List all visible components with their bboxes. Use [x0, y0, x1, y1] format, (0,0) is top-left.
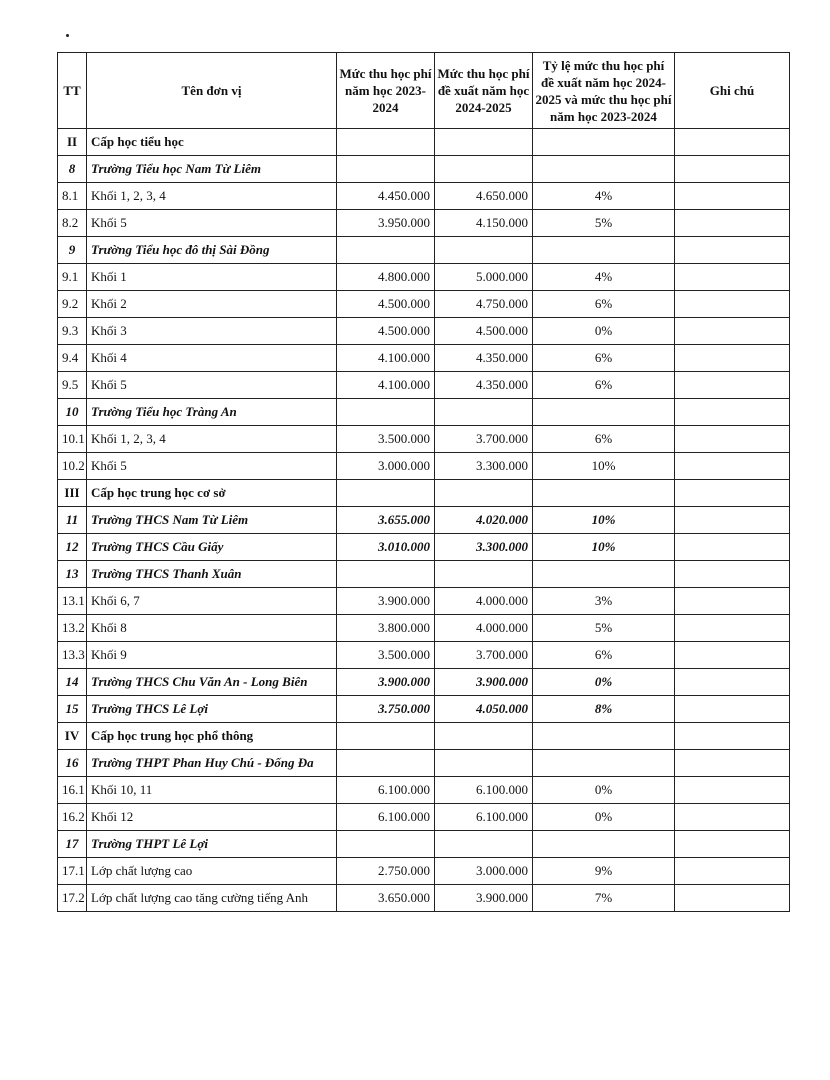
table-row	[58, 156, 790, 183]
row-ratio: 4%	[533, 264, 675, 291]
row-ratio: 10%	[533, 507, 675, 534]
row-tt: 12	[58, 534, 87, 561]
row-fee-proposed: 3.700.000	[435, 642, 533, 669]
row-fee-current	[337, 750, 435, 777]
table-row	[58, 588, 790, 615]
row-tt: 8.1	[58, 183, 87, 210]
row-tt: 16.1	[58, 777, 87, 804]
row-ratio: 3%	[533, 588, 675, 615]
row-ratio	[533, 561, 675, 588]
header-fee-proposed: Mức thu học phí đề xuất năm học 2024-2025	[435, 53, 533, 129]
row-ratio: 6%	[533, 426, 675, 453]
row-fee-proposed: 4.500.000	[435, 318, 533, 345]
row-ratio: 6%	[533, 372, 675, 399]
row-fee-proposed: 4.020.000	[435, 507, 533, 534]
row-note	[675, 642, 790, 669]
row-unit-name: Khối 1, 2, 3, 4	[87, 426, 337, 453]
row-fee-proposed: 3.900.000	[435, 885, 533, 912]
row-unit-name: Trường THCS Chu Văn An - Long Biên	[87, 669, 337, 696]
row-tt: 8.2	[58, 210, 87, 237]
row-fee-current: 3.650.000	[337, 885, 435, 912]
row-tt: 16.2	[58, 804, 87, 831]
table-row	[58, 723, 790, 750]
row-tt: 9.5	[58, 372, 87, 399]
row-note	[675, 561, 790, 588]
row-unit-name: Cấp học tiểu học	[87, 129, 337, 156]
row-ratio: 6%	[533, 291, 675, 318]
row-unit-name: Trường Tiểu học đô thị Sài Đồng	[87, 237, 337, 264]
row-fee-proposed	[435, 399, 533, 426]
row-tt: 13.3	[58, 642, 87, 669]
row-tt: 10.1	[58, 426, 87, 453]
row-unit-name: Trường THCS Thanh Xuân	[87, 561, 337, 588]
scan-mark	[66, 34, 69, 37]
row-unit-name: Khối 6, 7	[87, 588, 337, 615]
row-ratio	[533, 156, 675, 183]
row-tt: 13.2	[58, 615, 87, 642]
row-fee-current: 2.750.000	[337, 858, 435, 885]
row-note	[675, 264, 790, 291]
row-ratio	[533, 831, 675, 858]
row-fee-current: 3.500.000	[337, 642, 435, 669]
row-fee-current: 3.900.000	[337, 588, 435, 615]
row-fee-proposed	[435, 129, 533, 156]
row-unit-name: Lớp chất lượng cao tăng cường tiếng Anh	[87, 885, 337, 912]
row-ratio	[533, 750, 675, 777]
row-note	[675, 750, 790, 777]
table-row	[58, 318, 790, 345]
row-tt: 9.2	[58, 291, 87, 318]
table-row	[58, 777, 790, 804]
row-tt: 17.2	[58, 885, 87, 912]
row-unit-name: Trường THCS Lê Lợi	[87, 696, 337, 723]
row-note	[675, 696, 790, 723]
row-tt: 9.3	[58, 318, 87, 345]
row-note	[675, 804, 790, 831]
row-tt: 11	[58, 507, 87, 534]
row-note	[675, 156, 790, 183]
row-fee-current	[337, 831, 435, 858]
row-fee-proposed: 4.000.000	[435, 615, 533, 642]
row-unit-name: Trường THPT Lê Lợi	[87, 831, 337, 858]
row-fee-proposed: 6.100.000	[435, 777, 533, 804]
row-unit-name: Khối 2	[87, 291, 337, 318]
table-row	[58, 750, 790, 777]
row-tt: 14	[58, 669, 87, 696]
row-unit-name: Lớp chất lượng cao	[87, 858, 337, 885]
row-unit-name: Khối 1, 2, 3, 4	[87, 183, 337, 210]
row-ratio: 0%	[533, 804, 675, 831]
row-unit-name: Khối 3	[87, 318, 337, 345]
row-fee-current	[337, 480, 435, 507]
row-ratio: 0%	[533, 777, 675, 804]
row-fee-current	[337, 237, 435, 264]
row-tt: 17.1	[58, 858, 87, 885]
row-fee-proposed	[435, 156, 533, 183]
row-ratio: 6%	[533, 345, 675, 372]
row-fee-current	[337, 129, 435, 156]
row-ratio: 4%	[533, 183, 675, 210]
row-unit-name: Khối 8	[87, 615, 337, 642]
row-fee-current: 3.950.000	[337, 210, 435, 237]
row-fee-proposed: 3.900.000	[435, 669, 533, 696]
row-tt: II	[58, 129, 87, 156]
table-row	[58, 237, 790, 264]
row-note	[675, 831, 790, 858]
row-ratio: 10%	[533, 453, 675, 480]
row-unit-name: Khối 10, 11	[87, 777, 337, 804]
row-note	[675, 858, 790, 885]
row-tt: 10.2	[58, 453, 87, 480]
row-fee-current: 6.100.000	[337, 804, 435, 831]
table-row	[58, 507, 790, 534]
row-ratio	[533, 129, 675, 156]
row-ratio: 10%	[533, 534, 675, 561]
row-fee-proposed	[435, 723, 533, 750]
header-fee-current: Mức thu học phí năm học 2023-2024	[337, 53, 435, 129]
table-row	[58, 480, 790, 507]
row-unit-name: Khối 5	[87, 453, 337, 480]
row-tt: 8	[58, 156, 87, 183]
row-fee-proposed: 4.050.000	[435, 696, 533, 723]
row-fee-current	[337, 399, 435, 426]
row-fee-current	[337, 561, 435, 588]
row-ratio	[533, 237, 675, 264]
row-unit-name: Trường THCS Cầu Giấy	[87, 534, 337, 561]
row-note	[675, 534, 790, 561]
row-ratio: 6%	[533, 642, 675, 669]
header-unit-name: Tên đơn vị	[87, 53, 337, 129]
row-tt: 13.1	[58, 588, 87, 615]
table-row	[58, 669, 790, 696]
table-row	[58, 345, 790, 372]
table-row	[58, 453, 790, 480]
row-unit-name: Khối 12	[87, 804, 337, 831]
row-ratio: 0%	[533, 669, 675, 696]
header-ratio: Tỷ lệ mức thu học phí đề xuất năm học 2024-2025 và mức thu học phí năm học 2023-2024	[533, 53, 675, 129]
row-unit-name: Khối 1	[87, 264, 337, 291]
row-note	[675, 615, 790, 642]
row-fee-proposed: 3.300.000	[435, 453, 533, 480]
row-ratio: 7%	[533, 885, 675, 912]
row-note	[675, 669, 790, 696]
row-note	[675, 210, 790, 237]
row-tt: 15	[58, 696, 87, 723]
row-fee-proposed: 3.700.000	[435, 426, 533, 453]
table-row	[58, 858, 790, 885]
table-header-row	[58, 53, 790, 129]
table-row	[58, 885, 790, 912]
table-row	[58, 426, 790, 453]
table-row	[58, 615, 790, 642]
row-fee-proposed	[435, 750, 533, 777]
row-ratio: 9%	[533, 858, 675, 885]
row-unit-name: Khối 4	[87, 345, 337, 372]
row-fee-current: 6.100.000	[337, 777, 435, 804]
table-row	[58, 129, 790, 156]
table-row	[58, 831, 790, 858]
row-note	[675, 318, 790, 345]
table-row	[58, 291, 790, 318]
row-ratio: 0%	[533, 318, 675, 345]
row-fee-proposed: 3.000.000	[435, 858, 533, 885]
table-row	[58, 642, 790, 669]
row-fee-current: 4.100.000	[337, 345, 435, 372]
table-row	[58, 804, 790, 831]
row-fee-current: 4.800.000	[337, 264, 435, 291]
row-tt: 9.4	[58, 345, 87, 372]
row-fee-proposed: 6.100.000	[435, 804, 533, 831]
row-fee-proposed	[435, 561, 533, 588]
row-note	[675, 237, 790, 264]
row-fee-proposed: 4.350.000	[435, 372, 533, 399]
row-ratio	[533, 723, 675, 750]
table-row	[58, 696, 790, 723]
row-note	[675, 453, 790, 480]
table-row	[58, 534, 790, 561]
row-note	[675, 399, 790, 426]
row-note	[675, 588, 790, 615]
row-note	[675, 345, 790, 372]
row-fee-proposed: 5.000.000	[435, 264, 533, 291]
row-fee-current	[337, 723, 435, 750]
row-unit-name: Khối 5	[87, 372, 337, 399]
row-unit-name: Khối 5	[87, 210, 337, 237]
row-fee-current: 3.000.000	[337, 453, 435, 480]
table-row	[58, 210, 790, 237]
row-note	[675, 291, 790, 318]
table-row	[58, 264, 790, 291]
row-note	[675, 885, 790, 912]
row-fee-proposed: 4.000.000	[435, 588, 533, 615]
row-fee-current	[337, 156, 435, 183]
row-fee-current: 3.750.000	[337, 696, 435, 723]
row-note	[675, 183, 790, 210]
row-fee-current: 3.655.000	[337, 507, 435, 534]
row-ratio: 5%	[533, 615, 675, 642]
row-tt: 9.1	[58, 264, 87, 291]
header-tt: TT	[58, 53, 87, 129]
row-fee-proposed	[435, 480, 533, 507]
row-unit-name: Trường Tiểu học Tràng An	[87, 399, 337, 426]
row-ratio: 5%	[533, 210, 675, 237]
row-fee-proposed: 4.650.000	[435, 183, 533, 210]
row-note	[675, 129, 790, 156]
row-tt: 9	[58, 237, 87, 264]
row-tt: 16	[58, 750, 87, 777]
row-tt: IV	[58, 723, 87, 750]
row-unit-name: Cấp học trung học phổ thông	[87, 723, 337, 750]
table-row	[58, 183, 790, 210]
row-fee-current: 3.010.000	[337, 534, 435, 561]
row-tt: III	[58, 480, 87, 507]
header-note: Ghi chú	[675, 53, 790, 129]
row-fee-proposed: 4.350.000	[435, 345, 533, 372]
row-tt: 10	[58, 399, 87, 426]
row-fee-proposed	[435, 237, 533, 264]
table-row	[58, 372, 790, 399]
row-tt: 17	[58, 831, 87, 858]
row-fee-current: 4.450.000	[337, 183, 435, 210]
row-fee-current: 4.100.000	[337, 372, 435, 399]
row-unit-name: Cấp học trung học cơ sở	[87, 480, 337, 507]
row-fee-proposed: 3.300.000	[435, 534, 533, 561]
row-fee-proposed: 4.750.000	[435, 291, 533, 318]
row-unit-name: Trường THPT Phan Huy Chú - Đống Đa	[87, 750, 337, 777]
row-note	[675, 723, 790, 750]
table-row	[58, 561, 790, 588]
row-fee-proposed	[435, 831, 533, 858]
row-unit-name: Trường Tiểu học Nam Từ Liêm	[87, 156, 337, 183]
row-note	[675, 426, 790, 453]
row-note	[675, 507, 790, 534]
row-ratio	[533, 480, 675, 507]
row-fee-current: 3.800.000	[337, 615, 435, 642]
row-ratio	[533, 399, 675, 426]
row-note	[675, 480, 790, 507]
row-fee-current: 4.500.000	[337, 318, 435, 345]
row-fee-current: 4.500.000	[337, 291, 435, 318]
row-unit-name: Trường THCS Nam Từ Liêm	[87, 507, 337, 534]
row-fee-current: 3.500.000	[337, 426, 435, 453]
row-ratio: 8%	[533, 696, 675, 723]
row-fee-current: 3.900.000	[337, 669, 435, 696]
table-row	[58, 399, 790, 426]
row-fee-proposed: 4.150.000	[435, 210, 533, 237]
row-note	[675, 372, 790, 399]
row-note	[675, 777, 790, 804]
row-unit-name: Khối 9	[87, 642, 337, 669]
row-tt: 13	[58, 561, 87, 588]
tuition-fee-table	[57, 52, 790, 912]
